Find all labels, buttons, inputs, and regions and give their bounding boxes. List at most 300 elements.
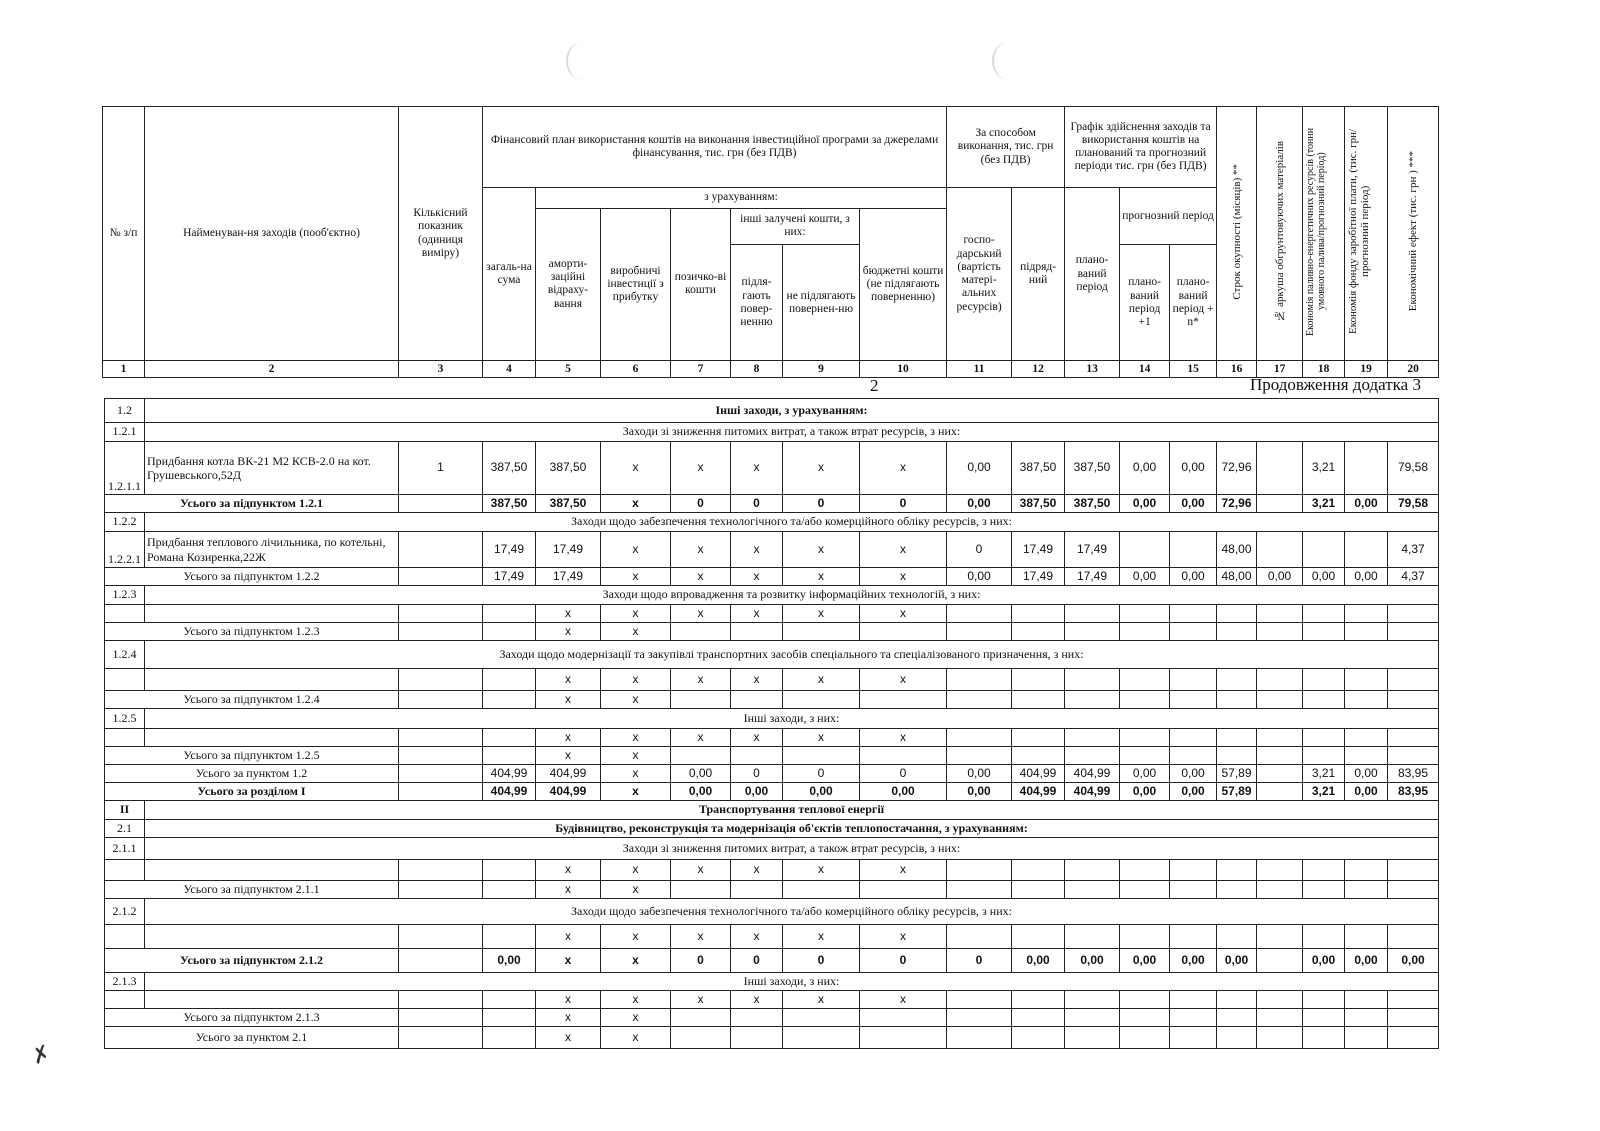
- value-cell: х: [671, 925, 731, 949]
- value-cell: 17,49: [1065, 568, 1120, 586]
- value-cell: [1303, 860, 1345, 881]
- value-cell: 0,00: [1217, 949, 1257, 973]
- value-cell: х: [671, 605, 731, 623]
- value-cell: [1345, 747, 1388, 765]
- value-cell: х: [601, 568, 671, 586]
- value-cell: [483, 925, 536, 949]
- section-row: [105, 899, 1439, 925]
- value-cell: [947, 1027, 1012, 1049]
- value-cell: 3,21: [1303, 765, 1345, 783]
- value-cell: [860, 747, 947, 765]
- value-cell: 0,00: [1120, 442, 1170, 495]
- subtotal-row: [105, 1009, 1439, 1027]
- subtotal-row: [105, 765, 1439, 783]
- value-cell: [483, 747, 536, 765]
- column-number: 13: [1065, 361, 1120, 378]
- section-row: [105, 423, 1439, 442]
- value-cell: х: [601, 925, 671, 949]
- value-cell: 0,00: [1012, 949, 1065, 973]
- col-header-economic-effect: Економічний ефект (тис. грн ) ***: [1388, 107, 1439, 361]
- value-cell: 404,99: [1065, 783, 1120, 801]
- value-cell: х: [536, 747, 601, 765]
- item-name: Придбання котла ВК-21 М2 КСВ-2.0 на кот. Грушевського,52Д: [145, 442, 399, 495]
- section-row: [105, 820, 1439, 838]
- row-number: 1.2.3: [105, 586, 145, 605]
- value-cell: 0,00: [1345, 495, 1388, 513]
- value-cell: 57,89: [1217, 765, 1257, 783]
- item-row: [105, 532, 1439, 568]
- col-header-schedule: Графік здійснення заходів та використання коштів на планований та прогнозний періоди тис. грн (без ПДВ): [1065, 107, 1217, 188]
- col-header-financial-plan: Фінансовий план використання коштів на виконання інвестиційної програми за джерелами фінансування, тис. грн (без ПДВ): [483, 107, 947, 188]
- value-cell: [1345, 691, 1388, 709]
- value-cell: [1345, 991, 1388, 1009]
- value-cell: [1012, 669, 1065, 691]
- value-cell: 0,00: [1170, 442, 1217, 495]
- value-cell: х: [536, 669, 601, 691]
- value-cell: 387,50: [1012, 442, 1065, 495]
- value-cell: [947, 669, 1012, 691]
- value-cell: [671, 747, 731, 765]
- value-cell: х: [601, 729, 671, 747]
- value-cell: х: [601, 765, 671, 783]
- value-cell: х: [783, 568, 860, 586]
- subtotal-row: [105, 495, 1439, 513]
- continuation-note: Продовження додатка 3: [1250, 375, 1421, 394]
- value-cell: 0,00: [947, 442, 1012, 495]
- value-cell: [947, 747, 1012, 765]
- value-cell: х: [536, 691, 601, 709]
- value-cell: х: [671, 860, 731, 881]
- value-cell: х: [860, 925, 947, 949]
- value-cell: [1303, 729, 1345, 747]
- column-number: 12: [1012, 361, 1065, 378]
- value-cell: [1257, 532, 1303, 568]
- subtotal-label: Усього за пунктом 1.2: [105, 765, 399, 783]
- value-cell: [1257, 925, 1303, 949]
- value-cell: [1012, 860, 1065, 881]
- item-row: [105, 442, 1439, 495]
- value-cell: [1012, 1027, 1065, 1049]
- value-cell: [1012, 623, 1065, 641]
- value-cell: 17,49: [1065, 532, 1120, 568]
- value-cell: 387,50: [483, 442, 536, 495]
- value-cell: [1012, 881, 1065, 899]
- section-row: [105, 641, 1439, 669]
- value-cell: [1388, 925, 1439, 949]
- value-cell: 0,00: [1345, 949, 1388, 973]
- quantity-cell: [399, 729, 483, 747]
- col-header-contract: підряд-ний: [1012, 188, 1065, 361]
- row-number: 2.1: [105, 820, 145, 838]
- subtotal-row: [105, 568, 1439, 586]
- value-cell: [1345, 623, 1388, 641]
- value-cell: [1170, 747, 1217, 765]
- value-cell: [860, 1027, 947, 1049]
- value-cell: [1170, 1027, 1217, 1049]
- value-cell: [1217, 1009, 1257, 1027]
- empty-item-row: [105, 605, 1439, 623]
- col-header-quantity: Кількісний показник (одиниця виміру): [399, 107, 483, 361]
- value-cell: [1065, 1027, 1120, 1049]
- value-cell: [1217, 669, 1257, 691]
- value-cell: х: [860, 669, 947, 691]
- subtotal-label: Усього за підпунктом 1.2.1: [105, 495, 399, 513]
- value-cell: х: [783, 442, 860, 495]
- section-row: [105, 709, 1439, 729]
- value-cell: х: [783, 860, 860, 881]
- value-cell: 404,99: [1065, 765, 1120, 783]
- value-cell: [1217, 925, 1257, 949]
- row-number: 2.1.3: [105, 973, 145, 991]
- value-cell: х: [601, 747, 671, 765]
- value-cell: х: [601, 669, 671, 691]
- value-cell: х: [860, 729, 947, 747]
- value-cell: 404,99: [536, 783, 601, 801]
- value-cell: [1345, 442, 1388, 495]
- value-cell: [860, 881, 947, 899]
- col-header-amortization: аморти-заційні відраху-вання: [536, 208, 601, 361]
- value-cell: 0,00: [1303, 568, 1345, 586]
- value-cell: 0: [860, 765, 947, 783]
- value-cell: 0,00: [1170, 495, 1217, 513]
- section-row: [105, 973, 1439, 991]
- subtotal-label: Усього за підпунктом 1.2.5: [105, 747, 399, 765]
- value-cell: [1012, 691, 1065, 709]
- value-cell: 0,00: [483, 949, 536, 973]
- value-cell: [1257, 765, 1303, 783]
- quantity-cell: [399, 881, 483, 899]
- value-cell: 0,00: [1120, 568, 1170, 586]
- column-number: 8: [731, 361, 783, 378]
- value-cell: [1065, 691, 1120, 709]
- value-cell: [947, 860, 1012, 881]
- quantity-cell: [399, 860, 483, 881]
- punch-hole-mark: [566, 42, 598, 80]
- value-cell: 72,96: [1217, 442, 1257, 495]
- row-number: 1.2.5: [105, 709, 145, 729]
- value-cell: [1012, 605, 1065, 623]
- empty-item-row: [105, 669, 1439, 691]
- value-cell: [1120, 991, 1170, 1009]
- value-cell: [1120, 925, 1170, 949]
- value-cell: [731, 623, 783, 641]
- value-cell: х: [601, 949, 671, 973]
- value-cell: [671, 1009, 731, 1027]
- quantity-cell: [399, 605, 483, 623]
- quantity-cell: [399, 495, 483, 513]
- column-number: 16: [1217, 361, 1257, 378]
- value-cell: [1388, 729, 1439, 747]
- value-cell: х: [731, 925, 783, 949]
- value-cell: [947, 691, 1012, 709]
- value-cell: х: [536, 860, 601, 881]
- quantity-cell: [399, 669, 483, 691]
- value-cell: х: [860, 532, 947, 568]
- value-cell: 0: [731, 495, 783, 513]
- row-number: [105, 991, 145, 1009]
- section-title: Заходи щодо забезпечення технологічного та/або комерційного обліку ресурсів, з них:: [145, 513, 1439, 532]
- value-cell: 83,95: [1388, 783, 1439, 801]
- value-cell: 72,96: [1217, 495, 1257, 513]
- col-header-returnable: підля-гають повер-ненню: [731, 245, 783, 361]
- row-number: ІІ: [105, 801, 145, 820]
- value-cell: [731, 881, 783, 899]
- subtotal-label: Усього за підпунктом 1.2.2: [105, 568, 399, 586]
- value-cell: 0: [783, 765, 860, 783]
- column-number: 14: [1120, 361, 1170, 378]
- column-number: 1: [103, 361, 145, 378]
- value-cell: 0: [947, 949, 1012, 973]
- value-cell: х: [536, 1009, 601, 1027]
- value-cell: х: [860, 860, 947, 881]
- value-cell: [1065, 860, 1120, 881]
- value-cell: 0: [671, 495, 731, 513]
- value-cell: [1012, 729, 1065, 747]
- value-cell: [483, 623, 536, 641]
- value-cell: [1065, 669, 1120, 691]
- column-number: 2: [145, 361, 399, 378]
- quantity-cell: [399, 783, 483, 801]
- value-cell: [1345, 881, 1388, 899]
- value-cell: х: [671, 568, 731, 586]
- value-cell: х: [536, 991, 601, 1009]
- value-cell: [860, 691, 947, 709]
- section-row: [105, 838, 1439, 860]
- value-cell: 387,50: [483, 495, 536, 513]
- value-cell: [783, 623, 860, 641]
- value-cell: [1217, 860, 1257, 881]
- value-cell: [1303, 691, 1345, 709]
- value-cell: 0,00: [947, 783, 1012, 801]
- value-cell: 0,00: [947, 568, 1012, 586]
- col-header-fuel-saving: Економія паливно-енергетичних ресурсів (тонни умовного палива/прогнозний період): [1303, 107, 1345, 361]
- value-cell: 387,50: [536, 442, 601, 495]
- value-cell: [483, 605, 536, 623]
- value-cell: 0,00: [1170, 949, 1217, 973]
- col-header-planned-plusn: плано-ваний період + n*: [1170, 245, 1217, 361]
- quantity-cell: [399, 532, 483, 568]
- item-name: [145, 860, 399, 881]
- value-cell: х: [783, 532, 860, 568]
- value-cell: [731, 747, 783, 765]
- value-cell: х: [601, 783, 671, 801]
- value-cell: [1303, 1009, 1345, 1027]
- value-cell: [1345, 925, 1388, 949]
- row-number: [105, 860, 145, 881]
- empty-item-row: [105, 925, 1439, 949]
- row-number: 1.2.1: [105, 423, 145, 442]
- section-title: Заходи щодо впровадження та розвитку інформаційних технологій, з них:: [145, 586, 1439, 605]
- empty-item-row: [105, 991, 1439, 1009]
- value-cell: [1170, 860, 1217, 881]
- col-header-production-investments: виробничі інвестиції з прибутку: [601, 208, 671, 361]
- value-cell: [1345, 669, 1388, 691]
- column-number: 9: [783, 361, 860, 378]
- row-number: 1.2: [105, 399, 145, 423]
- value-cell: [483, 860, 536, 881]
- value-cell: 0: [783, 949, 860, 973]
- value-cell: [483, 669, 536, 691]
- value-cell: х: [536, 1027, 601, 1049]
- value-cell: [1257, 495, 1303, 513]
- value-cell: [483, 729, 536, 747]
- value-cell: 4,37: [1388, 568, 1439, 586]
- value-cell: [1257, 605, 1303, 623]
- col-header-budget-funds: бюджетні кошти (не підлягають поверненню): [860, 208, 947, 361]
- value-cell: [1217, 729, 1257, 747]
- value-cell: [947, 881, 1012, 899]
- empty-item-row: [105, 729, 1439, 747]
- column-number: 11: [947, 361, 1012, 378]
- subtotal-label: Усього за розділом І: [105, 783, 399, 801]
- value-cell: х: [671, 729, 731, 747]
- value-cell: 387,50: [1065, 495, 1120, 513]
- row-number: [105, 729, 145, 747]
- col-header-by-method: За способом виконання, тис. грн (без ПДВ): [947, 107, 1065, 188]
- value-cell: [1170, 1009, 1217, 1027]
- value-cell: [1303, 1027, 1345, 1049]
- value-cell: [1170, 623, 1217, 641]
- value-cell: х: [536, 605, 601, 623]
- value-cell: [1217, 691, 1257, 709]
- item-name: [145, 925, 399, 949]
- value-cell: [1303, 669, 1345, 691]
- subtotal-label: Усього за пунктом 2.1: [105, 1027, 399, 1049]
- row-number: 2.1.1: [105, 838, 145, 860]
- value-cell: [1388, 623, 1439, 641]
- row-number: 1.2.2.1: [105, 532, 145, 568]
- value-cell: [1257, 1009, 1303, 1027]
- value-cell: [1257, 747, 1303, 765]
- value-cell: [1388, 991, 1439, 1009]
- value-cell: х: [731, 729, 783, 747]
- value-cell: [483, 991, 536, 1009]
- value-cell: [483, 691, 536, 709]
- section-row: [105, 801, 1439, 820]
- section-title: Транспортування теплової енергії: [145, 801, 1439, 820]
- value-cell: 3,21: [1303, 783, 1345, 801]
- section-title: Інші заходи, з урахуванням:: [145, 399, 1439, 423]
- value-cell: 404,99: [536, 765, 601, 783]
- value-cell: [783, 747, 860, 765]
- value-cell: [1217, 623, 1257, 641]
- value-cell: 79,58: [1388, 442, 1439, 495]
- value-cell: 0,00: [1170, 783, 1217, 801]
- value-cell: 17,49: [536, 532, 601, 568]
- value-cell: [1217, 747, 1257, 765]
- value-cell: [1257, 1027, 1303, 1049]
- value-cell: 0,00: [1345, 783, 1388, 801]
- value-cell: [1257, 442, 1303, 495]
- value-cell: [1257, 991, 1303, 1009]
- value-cell: х: [601, 442, 671, 495]
- value-cell: 3,21: [1303, 495, 1345, 513]
- item-name: [145, 605, 399, 623]
- subtotal-row: [105, 1027, 1439, 1049]
- col-header-other-funds: інші залучені кошти, з них:: [731, 208, 860, 245]
- value-cell: х: [671, 991, 731, 1009]
- value-cell: [1303, 605, 1345, 623]
- value-cell: [671, 881, 731, 899]
- column-number: 15: [1170, 361, 1217, 378]
- value-cell: х: [601, 495, 671, 513]
- value-cell: [1120, 881, 1170, 899]
- col-header-payback: Строк окупності (місяців) **: [1217, 107, 1257, 361]
- value-cell: [1012, 747, 1065, 765]
- value-cell: [1257, 691, 1303, 709]
- section-title: Будівництво, реконструкція та модернізація об'єктів теплопостачання, з урахуванням:: [145, 820, 1439, 838]
- section-title: Заходи зі зниження питомих витрат, а також втрат ресурсів, з них:: [145, 838, 1439, 860]
- value-cell: 0,00: [783, 783, 860, 801]
- value-cell: [1170, 532, 1217, 568]
- value-cell: [1217, 991, 1257, 1009]
- value-cell: х: [601, 881, 671, 899]
- col-header-wage-saving: Економія фонду заробітної плати, (тис. грн/прогнозний період): [1345, 107, 1388, 361]
- value-cell: х: [783, 669, 860, 691]
- row-number: [105, 669, 145, 691]
- value-cell: [1257, 623, 1303, 641]
- col-header-total: загаль-на сума: [483, 188, 536, 361]
- section-title: Інші заходи, з них:: [145, 709, 1439, 729]
- value-cell: [1345, 532, 1388, 568]
- value-cell: х: [536, 949, 601, 973]
- value-cell: [1120, 669, 1170, 691]
- value-cell: х: [536, 881, 601, 899]
- value-cell: [483, 1027, 536, 1049]
- value-cell: [1388, 860, 1439, 881]
- value-cell: [1170, 925, 1217, 949]
- value-cell: [783, 691, 860, 709]
- value-cell: [1170, 669, 1217, 691]
- value-cell: [1257, 860, 1303, 881]
- value-cell: [860, 1009, 947, 1027]
- value-cell: 17,49: [483, 532, 536, 568]
- item-name: [145, 669, 399, 691]
- value-cell: 17,49: [1012, 568, 1065, 586]
- value-cell: 0,00: [1120, 783, 1170, 801]
- value-cell: [1388, 669, 1439, 691]
- value-cell: [1345, 1009, 1388, 1027]
- value-cell: [1170, 729, 1217, 747]
- value-cell: 17,49: [536, 568, 601, 586]
- value-cell: [1303, 925, 1345, 949]
- value-cell: х: [671, 669, 731, 691]
- column-number: 7: [671, 361, 731, 378]
- item-name: Придбання теплового лічильника, по котельні, Романа Козиренка,22Ж: [145, 532, 399, 568]
- quantity-cell: [399, 568, 483, 586]
- subtotal-row: [105, 623, 1439, 641]
- value-cell: 57,89: [1217, 783, 1257, 801]
- value-cell: 0,00: [671, 783, 731, 801]
- value-cell: [947, 1009, 1012, 1027]
- quantity-cell: [399, 623, 483, 641]
- value-cell: х: [536, 623, 601, 641]
- value-cell: 0,00: [1170, 568, 1217, 586]
- subtotal-label: Усього за підпунктом 2.1.1: [105, 881, 399, 899]
- value-cell: [1257, 881, 1303, 899]
- row-number: 1.2.2: [105, 513, 145, 532]
- header-table: [102, 106, 1439, 378]
- row-number: 1.2.4: [105, 641, 145, 669]
- value-cell: 0,00: [1257, 568, 1303, 586]
- section-title: Заходи щодо забезпечення технологічного та/або комерційного обліку ресурсів, з них:: [145, 899, 1439, 925]
- value-cell: 0,00: [1170, 765, 1217, 783]
- col-header-including: з урахуванням:: [536, 188, 947, 209]
- value-cell: 0: [731, 949, 783, 973]
- value-cell: [731, 1027, 783, 1049]
- value-cell: 0,00: [1065, 949, 1120, 973]
- column-number: 17: [1257, 361, 1303, 378]
